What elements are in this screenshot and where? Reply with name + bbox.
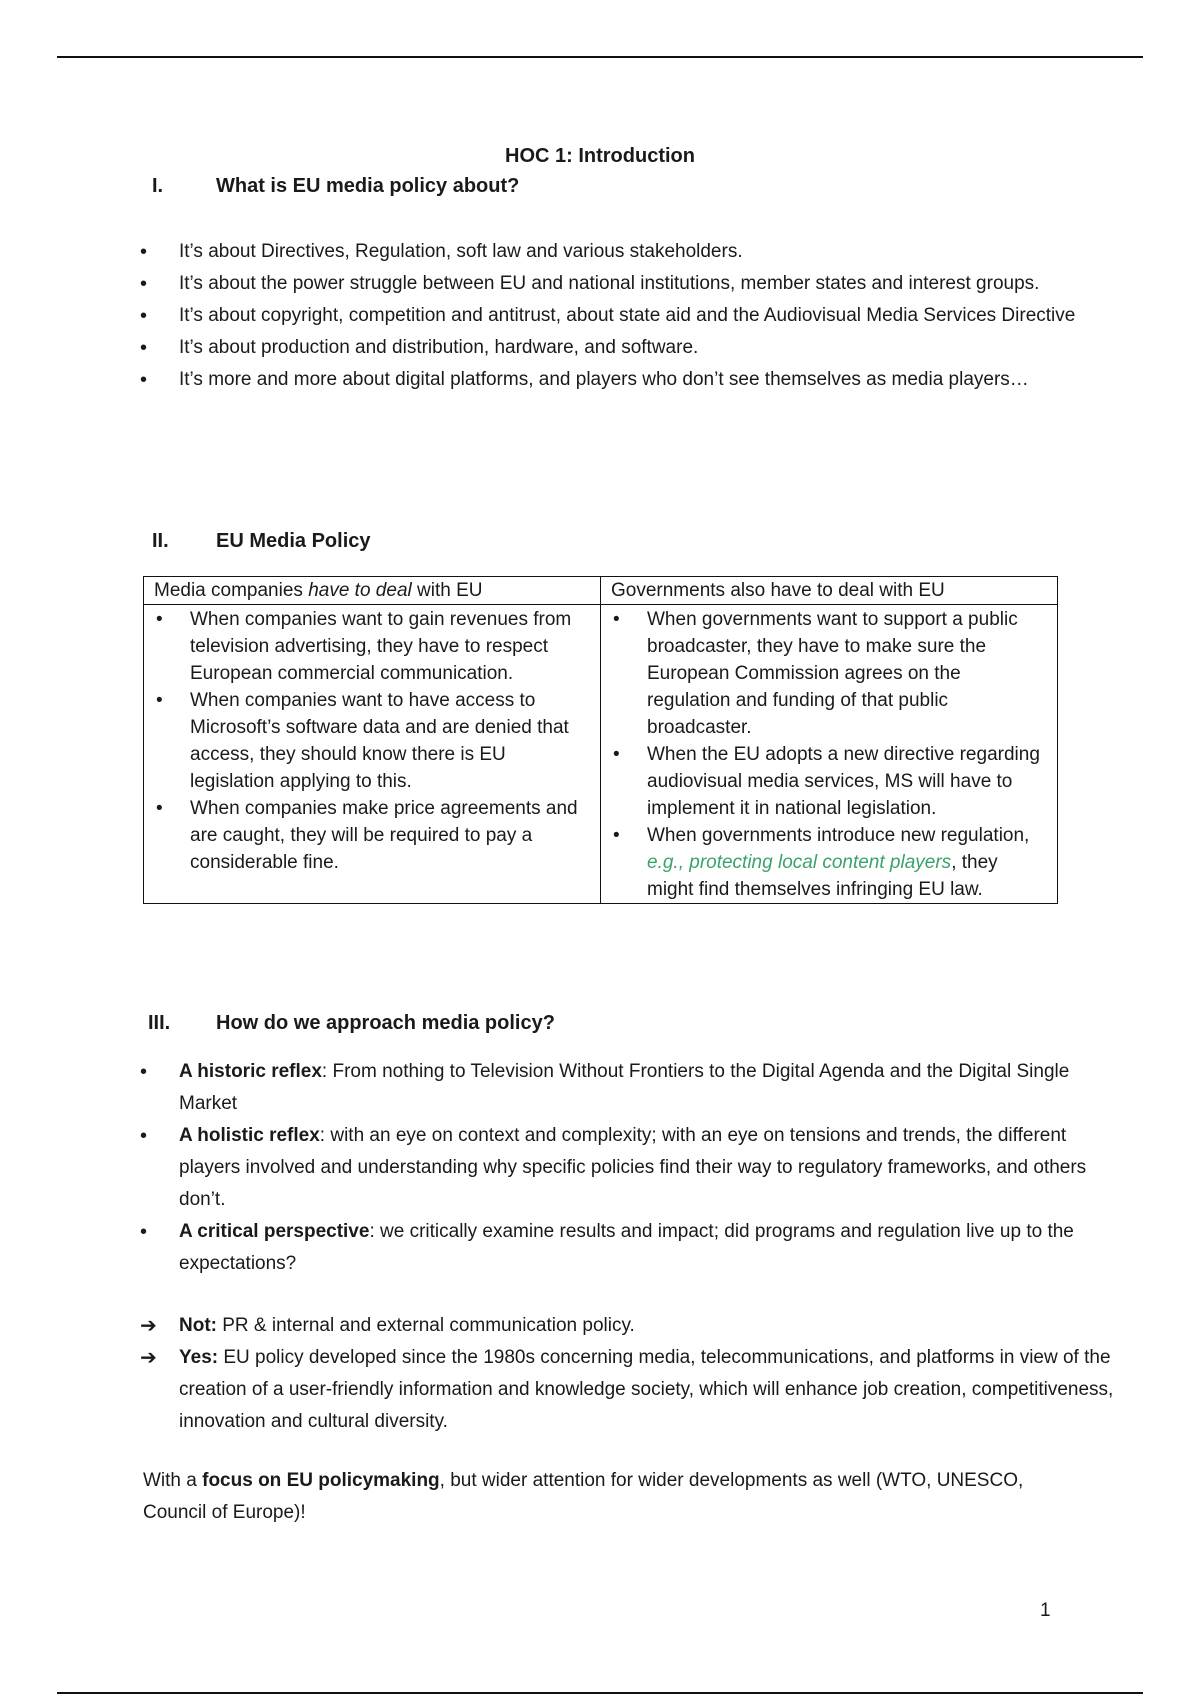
right-column-cell (601, 605, 1058, 904)
policy-table (143, 576, 1058, 904)
list-item: • It’s about copyright, competition and antitrust, about state aid and the Audiovisual Media Services Directive (140, 300, 1109, 332)
list-item: • It’s about the power struggle between EU and national institutions, member states and interest groups. (140, 268, 1109, 300)
right-column-header: Governments also have to deal with EU (601, 577, 1058, 605)
section-1-list (140, 236, 1109, 396)
list-item: • A holistic reflex: with an eye on context and complexity; with an eye on tensions and trends, the different players involved and understanding why specific policies find their way to regulatory frameworks, and others don’t. (140, 1120, 1109, 1216)
page-number: 1 (1040, 1600, 1051, 1621)
section-2-heading (152, 530, 371, 553)
list-item: • When companies make price agreements and are caught, they will be required to pay a considerable fine. (154, 795, 590, 876)
section-3-heading (148, 1012, 555, 1035)
list-item: • When companies want to gain revenues from television advertising, they have to respect European commercial communication. (154, 606, 590, 687)
list-item: • When governments introduce new regulation, e.g., protecting local content players, they might find themselves infringing EU law. (611, 822, 1047, 903)
section-1-heading (152, 175, 519, 198)
top-rule (57, 56, 1143, 58)
list-item: • It’s about Directives, Regulation, soft law and various stakeholders. (140, 236, 1109, 268)
section-3-title: How do we approach media policy? (216, 1012, 555, 1034)
table-row (144, 605, 1058, 904)
list-item: • It’s more and more about digital platforms, and players who don’t see themselves as media players… (140, 364, 1109, 396)
list-item: • When companies want to have access to Microsoft’s software data and are denied that access, they should know there is EU legislation applying to this. (154, 687, 590, 795)
section-1-number: I. (152, 175, 164, 197)
list-item: • When the EU adopts a new directive regarding audiovisual media services, MS will have to implement it in national legislation. (611, 741, 1047, 822)
section-2-number: II. (152, 530, 169, 552)
list-item: • It’s about production and distribution, hardware, and software. (140, 332, 1109, 364)
list-item: • A historic reflex: From nothing to Television Without Frontiers to the Digital Agenda and the Digital Single Market (140, 1056, 1109, 1120)
section-1-title: What is EU media policy about? (216, 175, 520, 197)
section-3-list (140, 1056, 1109, 1280)
bottom-rule (57, 1692, 1143, 1694)
section-2-title: EU Media Policy (216, 530, 371, 552)
example-highlight: e.g., protecting local content players (647, 852, 952, 873)
closing-paragraph: With a focus on EU policymaking, but wider attention for wider developments as well (WTO, UNESCO, Council of Europe)! (143, 1470, 1024, 1523)
table-header-row (144, 577, 1058, 605)
section-3-number: III. (148, 1012, 171, 1034)
list-item: • A critical perspective: we critically examine results and impact; did programs and regulation live up to the expectations? (140, 1216, 1109, 1280)
arrow-item-yes: ➔ Yes: EU policy developed since the 1980s concerning media, telecommunications, and platforms in view of the creation of a user-friendly information and knowledge society, which will enhance job creation, competitiveness, innovation and cultural diversity. (140, 1342, 1139, 1438)
left-column-header: Media companies have to deal with EU (144, 577, 601, 605)
page-title: HOC 1: Introduction (505, 145, 695, 167)
arrow-item-not: ➔ Not: PR & internal and external communication policy. (140, 1310, 1139, 1342)
left-column-cell (144, 605, 601, 904)
list-item: • When governments want to support a public broadcaster, they have to make sure the European Commission agrees on the regulation and funding of that public broadcaster. (611, 606, 1047, 741)
arrow-list (140, 1310, 1139, 1438)
